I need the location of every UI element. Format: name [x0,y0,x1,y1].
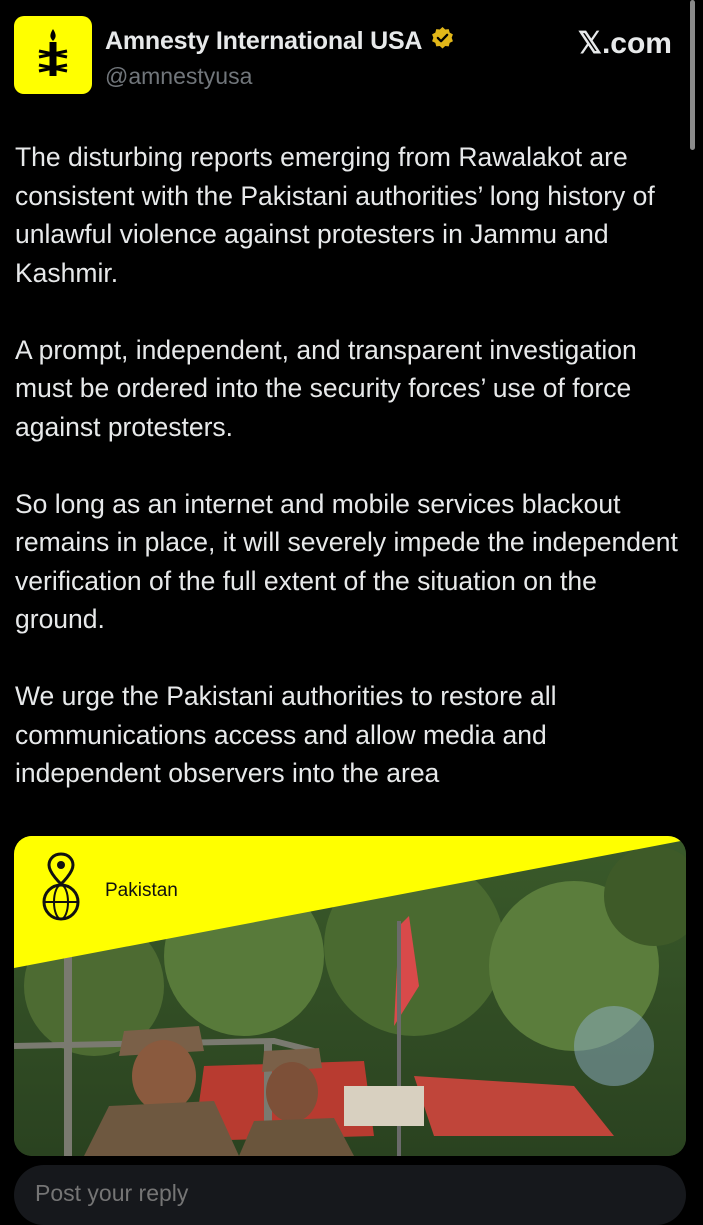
account-handle[interactable]: @amnestyusa [105,63,253,89]
amnesty-candle-logo-icon [33,27,73,84]
post-paragraph: The disturbing reports emerging from Rawalakot are consistent with the Pakistani authorities’ long history of unlawful violence against protesters in Jammu and Kashmir. [15,142,655,288]
post-paragraph: A prompt, independent, and transparent investigation must be ordered into the security forces’ use of force against protesters. [15,334,637,442]
post-paragraph: So long as an internet and mobile services blackout remains in place, it will severely impede the independent verification of the full extent of the situation on the ground. [15,488,678,634]
x-com-watermark: 𝕏.com [577,27,672,60]
scrollbar[interactable] [690,0,695,150]
post-media-image[interactable] [14,836,686,1156]
post-header [14,16,684,96]
globe-location-pin-icon [38,852,84,922]
avatar[interactable] [14,16,92,94]
display-name[interactable]: Amnesty International USA [105,26,423,55]
media-country-label: Pakistan [105,880,178,901]
post-text [15,138,687,831]
reply-input[interactable] [35,1180,635,1207]
verified-badge-icon [430,26,455,56]
reply-bar[interactable] [14,1165,686,1225]
post-paragraph: We urge the Pakistani authorities to restore all communications access and allow media and independent observers into the area [15,681,557,788]
